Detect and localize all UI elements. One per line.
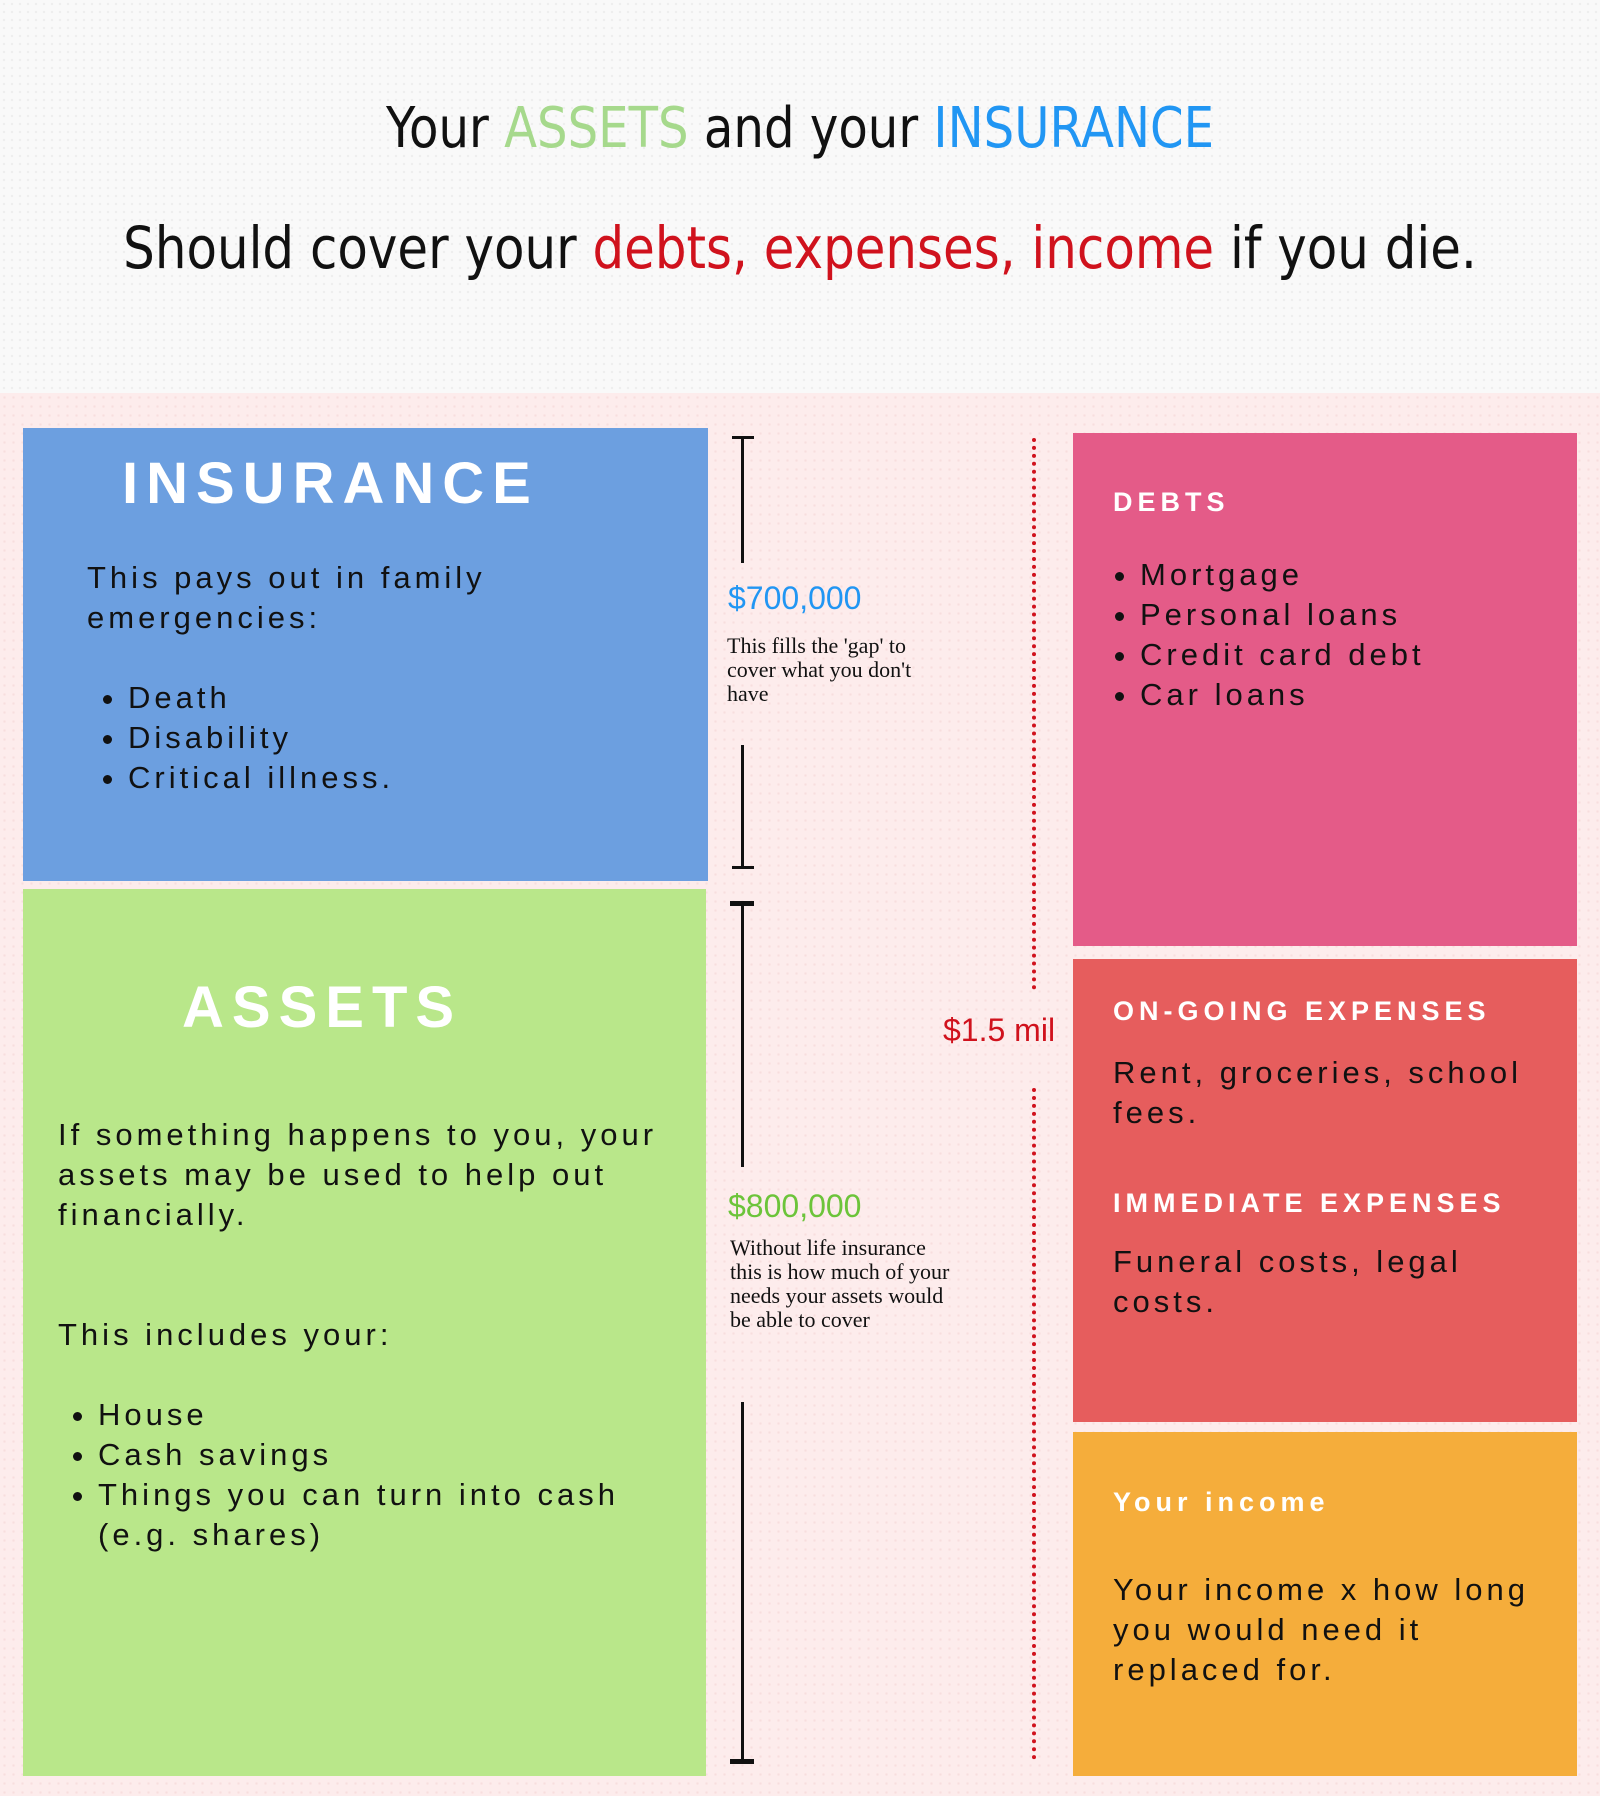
insurance-title: INSURANCE <box>122 451 539 516</box>
headline-assets-word: ASSETS <box>504 96 689 161</box>
immediate-expenses-text: Funeral costs, legal costs. <box>1113 1244 1462 1319</box>
list-item: • Things you can turn into cash (e.g. shares) <box>98 1475 638 1555</box>
assets-bar-cap-bottom <box>730 1759 754 1764</box>
total-line-lower <box>1032 1088 1036 1760</box>
expenses-card <box>1073 959 1577 1422</box>
assets-card <box>23 889 706 1776</box>
list-item: • Personal loans <box>1140 595 1425 635</box>
total-line-upper <box>1032 438 1036 990</box>
headline-text: if you die. <box>1214 214 1477 282</box>
income-title: Your income <box>1113 1487 1330 1517</box>
headline-text: and your <box>688 96 934 161</box>
ongoing-expenses-title: ON-GOING EXPENSES <box>1113 996 1491 1026</box>
gap-bar-upper <box>741 436 744 563</box>
assets-cover-amount: $800,000 <box>728 1188 862 1224</box>
headline-line-1 <box>112 96 1488 161</box>
list-item: • Car loans <box>1140 675 1425 715</box>
header <box>0 0 1600 393</box>
assets-title: ASSETS <box>182 975 463 1040</box>
list-item: • Cash savings <box>98 1435 638 1475</box>
assets-includes-label: This includes your: <box>58 1317 393 1352</box>
gap-bar-cap-bottom <box>732 866 754 869</box>
insurance-description: This pays out in family emergencies: <box>87 560 486 635</box>
list-item: • House <box>98 1395 638 1435</box>
total-amount: $1.5 mil <box>943 1012 1056 1048</box>
headline-insurance-word: INSURANCE <box>933 96 1215 161</box>
insurance-list <box>88 678 394 798</box>
list-item: • Disability <box>128 718 394 758</box>
headline-text: Your <box>385 96 505 161</box>
list-item: • Credit card debt <box>1140 635 1425 675</box>
immediate-expenses-title: IMMEDIATE EXPENSES <box>1113 1188 1506 1218</box>
debts-card <box>1073 433 1577 946</box>
list-item: • Mortgage <box>1140 555 1425 595</box>
debts-title: DEBTS <box>1113 487 1230 517</box>
headline-needs-words: debts, expenses, income <box>592 214 1215 282</box>
assets-bar-upper <box>741 901 744 1167</box>
assets-cover-note: Without life insurance this is how much of your needs your assets would be able to cover <box>730 1235 950 1332</box>
assets-bar-lower <box>741 1402 744 1764</box>
assets-description: If something happens to you, your assets may be used to help out financially. <box>58 1117 658 1232</box>
gap-bar-lower <box>741 745 744 869</box>
income-text: Your income x how long you would need it replaced for. <box>1113 1572 1529 1687</box>
insurance-card <box>23 428 708 881</box>
gap-amount: $700,000 <box>728 580 862 616</box>
headline-text: Should cover your <box>123 214 593 282</box>
headline-line-2 <box>112 214 1488 282</box>
debts-list <box>1073 555 1425 715</box>
list-item: • Death <box>128 678 394 718</box>
list-item: • Critical illness. <box>128 758 394 798</box>
ongoing-expenses-text: Rent, groceries, school fees. <box>1113 1055 1523 1130</box>
assets-list <box>58 1395 638 1555</box>
income-card <box>1073 1432 1577 1776</box>
gap-note: This fills the 'gap' to cover what you don't have <box>727 633 912 706</box>
